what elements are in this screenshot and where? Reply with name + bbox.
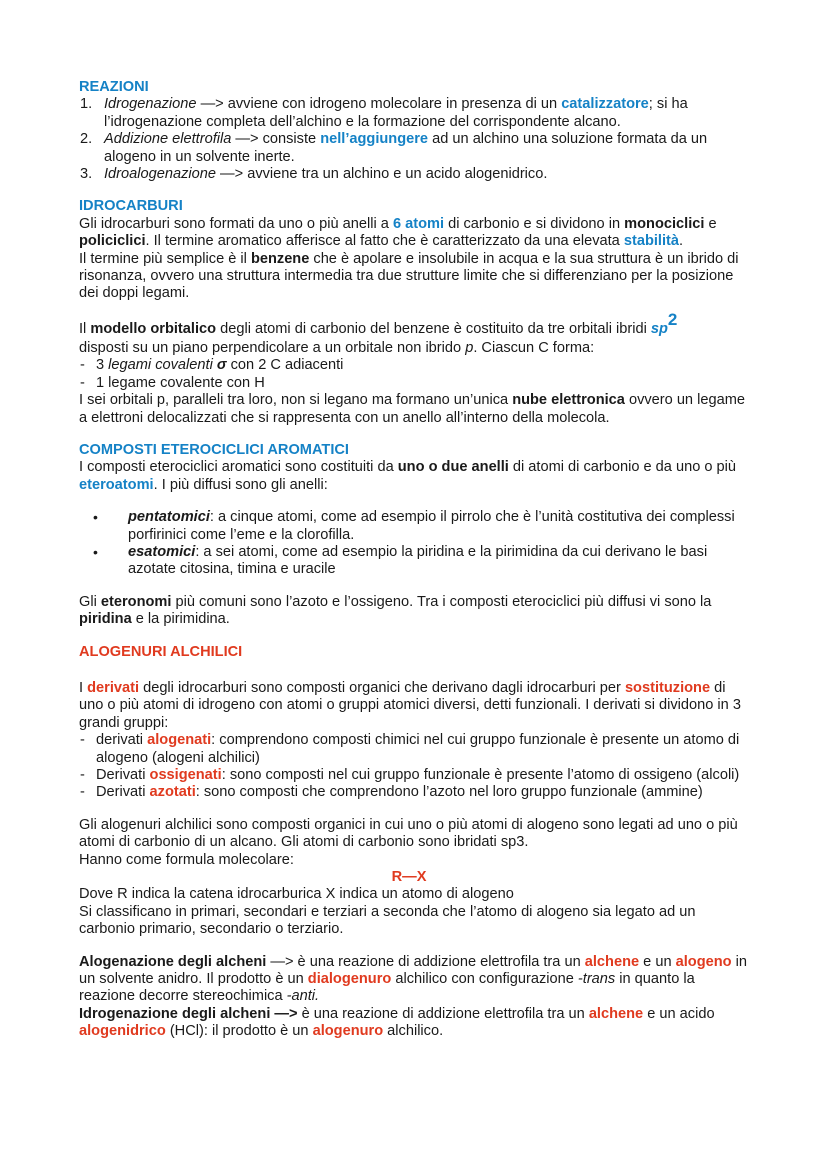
- highlight-red: azotati: [149, 784, 196, 801]
- text: Gli: [79, 593, 101, 610]
- paragraph: [79, 309, 749, 340]
- highlight-aggiungere: nell’aggiungere: [320, 131, 429, 148]
- list-text: —> consiste: [231, 131, 321, 148]
- derivati-list: [79, 732, 749, 802]
- text: e un: [639, 953, 676, 970]
- text: di atomi di carbonio e da uno o più: [508, 459, 737, 476]
- paragraph: Si classificano in primari, secondari e terziari a seconda che l’atomo di alogeno sia legato ad un carbonio primario, secondario o terziario.: [79, 903, 696, 938]
- highlight-red: ossigenati: [149, 767, 222, 783]
- paragraph: Gli alogenuri alchilici sono composti organici in cui uno o più atomi di alogeno sono legati ad uno o più atomi di carbonio di un alcano. Gli atomi di carbonio sono ibridati sp3.: [79, 816, 738, 851]
- text: in un solvente anidro. Il prodotto è un: [79, 953, 748, 988]
- text: Il termine più semplice è il: [79, 250, 251, 267]
- text: e la pirimidina.: [131, 611, 230, 628]
- reaction-term: Addizione elettrofila: [104, 131, 232, 148]
- text: : a cinque atomi, come ad esempio il pirrolo che è l’unità costitutiva dei complessi porfirinici come l’eme e la clorofilla.: [128, 509, 735, 543]
- text: : comprendono composti chimici nel cui gruppo funzionale è presente un atomo di alogeno (alogeni alchilici): [96, 732, 740, 766]
- paragraph: [79, 459, 749, 494]
- list-item: [79, 767, 749, 784]
- bold-term: uno o due anelli: [397, 459, 509, 476]
- paragraph: [79, 251, 749, 303]
- list-text: ; si ha l’idrogenazione completa dell’alchino e la formazione del corrispondente alcano.: [104, 96, 688, 130]
- section-title-alogenuri: ALOGENURI ALCHILICI: [79, 643, 243, 660]
- text: Derivati: [96, 767, 150, 783]
- text: I sei orbitali p, paralleli tra loro, non si legano ma formano un’unica: [79, 392, 513, 409]
- list-number: 1.: [80, 96, 93, 113]
- paragraph-alogenazione: [79, 954, 749, 1006]
- dash-marker: -: [80, 784, 85, 801]
- text: alchilico con configurazione: [391, 971, 578, 988]
- list-item: [79, 544, 749, 579]
- dash-marker: -: [80, 357, 85, 374]
- list-item: [79, 732, 749, 767]
- ring-list: [79, 509, 749, 579]
- highlight-red: alogenidrico: [79, 1023, 166, 1040]
- text: alchilico.: [383, 1023, 444, 1040]
- highlight-red: dialogenuro: [307, 971, 392, 988]
- highlight-red: alogenuro: [312, 1023, 384, 1040]
- bold-italic-term: esatomici: [128, 543, 196, 560]
- bullet-marker: •: [93, 509, 98, 526]
- bold-italic-term: pentatomici: [128, 509, 210, 526]
- list-item: [79, 96, 749, 131]
- text: 1 legame covalente con H: [96, 374, 265, 391]
- text: derivati: [96, 732, 148, 749]
- text: e: [704, 215, 717, 232]
- paragraph: [79, 594, 749, 629]
- bold-term: Alogenazione degli alcheni: [79, 953, 267, 970]
- italic-term: legami covalenti: [108, 357, 217, 374]
- text: di uno o più atomi di idrogeno con atomi o gruppi atomici diversi, detti funzionali. I derivati si dividono in 3 grandi gruppi:: [79, 679, 741, 731]
- bold-term: eteronomi: [100, 593, 172, 610]
- sigma-symbol: σ: [216, 357, 227, 374]
- list-item: [79, 357, 749, 374]
- bold-term: piridina: [79, 611, 132, 628]
- sp-superscript: 2: [667, 309, 678, 329]
- text: ovvero un legame a elettroni delocalizzati che si rappresenta con un anello all’interno della molecola.: [79, 392, 745, 426]
- bond-list: [79, 357, 749, 392]
- highlight-red: sostituzione: [624, 679, 711, 696]
- highlight-red: alogeno: [675, 953, 732, 970]
- sp2-notation: [650, 309, 678, 337]
- list-number: 2.: [80, 131, 93, 148]
- section-title-composti: COMPOSTI ETEROCICLICI AROMATICI: [79, 441, 349, 458]
- text: è una reazione di addizione elettrofila tra un: [297, 1005, 589, 1022]
- section-title-idrocarburi: IDROCARBURI: [79, 198, 183, 215]
- highlight-red: alchene: [584, 953, 640, 970]
- text: 3: [96, 357, 109, 374]
- list-number: 3.: [80, 166, 93, 183]
- sp-label: sp: [650, 320, 668, 337]
- list-item: [79, 784, 749, 801]
- text: Derivati: [96, 784, 150, 801]
- molecular-formula: R—X: [391, 869, 427, 886]
- paragraph: [79, 680, 749, 732]
- dash-marker: -: [80, 374, 85, 391]
- bold-term: nube elettronica: [512, 392, 625, 409]
- bold-term: modello orbitalico: [90, 320, 217, 337]
- list-item: [79, 509, 749, 544]
- highlight-red: derivati: [87, 679, 140, 696]
- italic-term: -trans: [577, 971, 616, 988]
- list-text: —> avviene con idrogeno molecolare in presenza di un: [196, 96, 562, 113]
- text: . Il termine aromatico afferisce al fatto che è caratterizzato da una elevata: [145, 233, 624, 250]
- highlight: stabilità: [623, 233, 680, 250]
- paragraph: Dove R indica la catena idrocarburica X indica un atomo di alogeno: [79, 886, 514, 903]
- paragraph-idrogenazione: [79, 1006, 749, 1041]
- dash-marker: -: [80, 767, 85, 783]
- italic-term: -anti.: [286, 988, 320, 1005]
- text: —> è una reazione di addizione elettrofila tra un: [266, 953, 585, 970]
- text: degli atomi di carbonio del benzene è costituito da tre orbitali ibridi: [216, 320, 651, 337]
- section-title-reazioni: REAZIONI: [79, 79, 149, 95]
- reaction-term: Idroalogenazione: [104, 166, 216, 183]
- text: : a sei atomi, come ad esempio la piridina e la pirimidina da cui derivano le basi azotate citosina, timina e uracile: [128, 543, 708, 578]
- bold-term: policiclici: [79, 233, 146, 250]
- text: che è apolare e insolubile in acqua e la sua struttura è un ibrido di risonanza, ovvero una struttura intermedia tra due strutture limite che si differenziano per la posizione dei doppi legami.: [79, 250, 739, 302]
- highlight: eteroatomi: [79, 476, 154, 493]
- text: : sono composti nel cui gruppo funzionale è presente l’atomo di ossigeno (alcoli): [221, 767, 740, 783]
- text: . I più diffusi sono gli anelli:: [153, 476, 328, 493]
- list-text: ad un alchino una soluzione formata da un alogeno in un solvente inerte.: [104, 131, 708, 165]
- highlight: 6 atomi: [392, 215, 445, 232]
- paragraph: [79, 392, 749, 427]
- list-item: [79, 375, 749, 392]
- italic-term: p: [465, 339, 474, 356]
- text: di carbonio e si dividono in: [444, 215, 625, 232]
- text: . Ciascun C forma:: [473, 339, 595, 356]
- text: Il: [79, 320, 91, 337]
- bold-term: Idrogenazione degli alcheni —>: [79, 1005, 298, 1022]
- text: (HCl): il prodotto è un: [165, 1023, 313, 1040]
- list-text: —> avviene tra un alchino e un acido alogenidrico.: [215, 166, 548, 183]
- text: Gli idrocarburi sono formati da uno o più anelli a: [79, 215, 393, 232]
- bold-term: monociclici: [624, 215, 705, 232]
- document-content: [79, 79, 749, 1041]
- reazioni-list: [79, 96, 749, 183]
- text: più comuni sono l’azoto e l’ossigeno. Tra i composti eterociclici più diffusi vi sono la: [171, 593, 712, 610]
- paragraph: [79, 340, 749, 357]
- list-item: [79, 166, 749, 183]
- highlight-red: alchene: [588, 1005, 644, 1022]
- highlight-red: alogenati: [147, 732, 212, 749]
- text: in quanto la reazione decorre stereochimica: [79, 971, 695, 1005]
- bold-term: benzene: [250, 250, 310, 267]
- paragraph: Hanno come formula molecolare:: [79, 851, 294, 868]
- text: I composti eterociclici aromatici sono costituiti da: [79, 459, 398, 476]
- text: disposti su un piano perpendicolare a un orbitale non ibrido: [79, 339, 466, 356]
- text: : sono composti che comprendono l’azoto nel loro gruppo funzionale (ammine): [195, 784, 703, 801]
- reaction-term: Idrogenazione: [104, 96, 197, 113]
- highlight-catalizzatore: catalizzatore: [561, 96, 649, 113]
- list-item: [79, 131, 749, 166]
- text: I: [79, 679, 88, 696]
- paragraph: [79, 216, 749, 251]
- text: .: [679, 233, 684, 250]
- text: degli idrocarburi sono composti organici che derivano dagli idrocarburi per: [139, 679, 625, 696]
- text: con 2 C adiacenti: [226, 357, 344, 374]
- dash-marker: -: [80, 732, 85, 749]
- text: e un acido: [643, 1005, 715, 1022]
- bullet-marker: •: [93, 543, 98, 560]
